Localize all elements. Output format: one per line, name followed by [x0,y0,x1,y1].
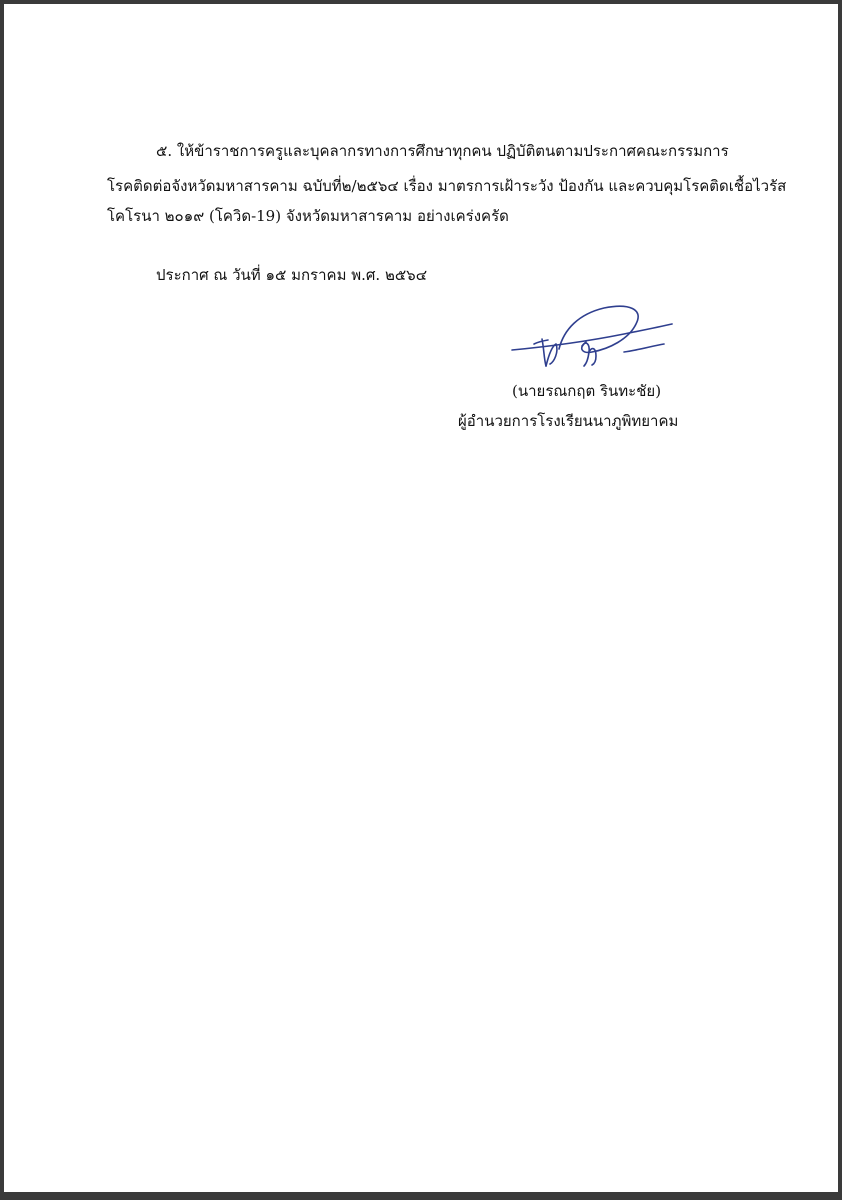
paragraph-line-3: โคโรนา ๒๐๑๙ (โควิด-19) จังหวัดมหาสารคาม อย่างเคร่งครัด [107,207,509,225]
signatory-position: ผู้อำนวยการโรงเรียนนาภูพิทยาคม [458,412,679,430]
signatory-name: (นายรณกฤต รินทะชัย) [512,382,662,400]
paragraph-line-1: ๕. ให้ข้าราชการครูและบุคลากรทางการศึกษาทุกคน ปฏิบัติตนตามประกาศคณะกรรมการ [156,142,729,160]
signature-image [504,294,679,374]
announcement-date: ประกาศ ณ วันที่ ๑๕ มกราคม พ.ศ. ๒๕๖๔ [156,266,428,284]
paragraph-line-2: โรคติดต่อจังหวัดมหาสารคาม ฉบับที่๒/๒๕๖๔ เรื่อง มาตรการเฝ้าระวัง ป้องกัน และควบคุมโรคติดเชื้อไวรัส [107,177,787,195]
document-page [4,4,838,1192]
